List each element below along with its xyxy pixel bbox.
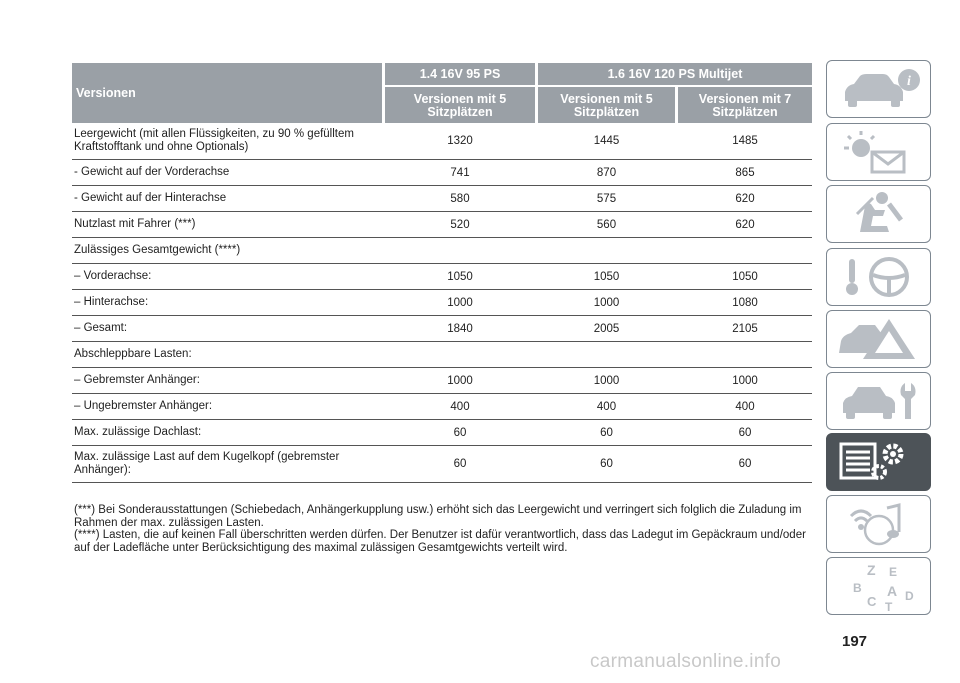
row-value: 60 [738, 458, 752, 470]
row-label: Zulässiges Gesamtgewicht (****) [74, 244, 241, 256]
table-row [72, 123, 812, 160]
warning-lights-icon [827, 124, 930, 180]
row-value: 1485 [732, 135, 758, 147]
watermark: carmanualsonline.info [590, 651, 782, 672]
row-value: 1050 [593, 270, 620, 283]
header-divider [382, 63, 385, 123]
car-info-icon [827, 61, 930, 117]
index-letter: Z [867, 562, 876, 578]
row-value: 870 [596, 166, 617, 179]
tab-safety[interactable] [826, 185, 931, 243]
row-label: – Gebremster Anhänger: [74, 374, 200, 386]
table-row [72, 446, 812, 483]
header-divider [535, 63, 538, 123]
tab-multimedia[interactable] [826, 495, 931, 553]
row-label: – Hinterachse: [74, 296, 149, 308]
row-value: 620 [735, 192, 755, 205]
row-value [538, 238, 675, 263]
row-value: 1080 [732, 296, 758, 309]
tab-car-info[interactable] [826, 60, 931, 118]
row-value: 400 [450, 400, 470, 413]
row-value: 1050 [732, 270, 758, 283]
row-label: Max. zulässige Dachlast: [74, 426, 202, 438]
row-value: 400 [735, 400, 755, 413]
row-value: 741 [450, 166, 470, 179]
technical-data-icon [827, 434, 930, 490]
footnotes [74, 504, 814, 554]
index-letter: C [867, 594, 877, 609]
row-value: 60 [600, 458, 613, 470]
index-letter: T [885, 600, 893, 614]
row-value: 1320 [447, 135, 473, 147]
table-row [72, 212, 812, 238]
header-divider [385, 85, 535, 87]
row-value: 620 [735, 218, 755, 231]
row-value: 520 [450, 218, 470, 231]
footnote-3: (***) Bei Sonderausstattungen (Schiebedach, Anhängerkupplung usw.) erhöht sich das Leergewicht und verringert sich folglich die Zuladung im Rahmen der max. zulässigen Lasten. [74, 504, 802, 529]
table-row [72, 186, 812, 212]
table-row [72, 420, 812, 446]
svg-text:ZEBACDT [853, 562, 914, 614]
table-row [72, 238, 812, 264]
row-value: 865 [735, 166, 755, 179]
row-value [678, 342, 812, 367]
row-label: Abschleppbare Lasten: [74, 348, 192, 360]
header-sub-col-1: Versionen mit 5 Sitzplätzen [413, 92, 507, 119]
table-row [72, 290, 812, 316]
row-value: 1445 [593, 135, 620, 147]
tab-maintenance[interactable] [826, 372, 931, 430]
tab-starting-driving[interactable] [826, 248, 931, 306]
airbag-seat-icon [827, 186, 930, 242]
row-value: 1000 [447, 374, 473, 387]
emergency-icon [827, 311, 930, 367]
page-number: 197 [842, 633, 868, 650]
svg-text:i: i [907, 74, 911, 89]
index-letter: D [905, 589, 914, 603]
row-value: 1000 [447, 296, 473, 309]
index-letter: B [853, 581, 862, 595]
tab-technical-data[interactable] [826, 433, 931, 491]
row-label: Max. zulässige Last auf dem Kugelkopf (gebremster Anhänger): [74, 451, 340, 476]
row-label: – Ungebremster Anhänger: [74, 400, 213, 412]
row-value: 560 [596, 218, 617, 231]
row-value: 400 [596, 400, 617, 413]
index-icon [827, 558, 930, 614]
row-label: – Gesamt: [74, 322, 128, 334]
header-engine-1-6: 1.6 16V 120 PS Multijet [607, 67, 743, 81]
footnote-4: (****) Lasten, die auf keinen Fall überschritten werden dürfen. Der Benutzer ist dafür verantwortlich, dass das Ladegut im Gepäckraum und/oder auf der Ladefläche unter Berücksichtigung des maximal zulässigen Gesamtgewichts verteilt wird. [74, 529, 806, 554]
table-row [72, 394, 812, 420]
header-versions: Versionen [76, 86, 136, 100]
row-label: – Vorderachse: [74, 270, 152, 282]
row-value: 1000 [593, 374, 620, 387]
row-value: 1840 [447, 322, 473, 335]
row-value [538, 342, 675, 367]
row-value: 580 [450, 192, 470, 205]
row-value: 575 [596, 192, 617, 205]
header-sub-col-3: Versionen mit 7 Sitzplätzen [698, 92, 792, 119]
row-label: Nutzlast mit Fahrer (***) [74, 218, 196, 230]
technical-data-table [72, 63, 812, 483]
tab-index[interactable] [826, 557, 931, 615]
table-row [72, 342, 812, 368]
car-service-icon [827, 373, 930, 429]
row-value: 1000 [732, 374, 758, 387]
row-value [678, 238, 812, 263]
row-value: 2105 [732, 322, 758, 335]
header-divider [675, 87, 678, 123]
row-value: 60 [738, 426, 752, 439]
tab-emergency[interactable] [826, 310, 931, 368]
table-row [72, 316, 812, 342]
row-value: 2005 [593, 322, 620, 335]
header-engine-1-4: 1.4 16V 95 PS [419, 67, 501, 81]
table-row [72, 160, 812, 186]
index-letter: A [887, 583, 898, 599]
header-sub-col-2: Versionen mit 5 Sitzplätzen [560, 92, 653, 119]
row-label: - Gewicht auf der Vorderachse [74, 166, 230, 178]
row-value: 1000 [593, 296, 620, 309]
row-label: - Gewicht auf der Hinterachse [74, 192, 227, 204]
multimedia-icon [827, 496, 930, 552]
table-body [72, 123, 812, 483]
row-value [385, 238, 535, 263]
table-header [72, 63, 812, 123]
row-value: 1050 [447, 270, 473, 283]
row-value: 60 [453, 426, 467, 439]
table-row [72, 264, 812, 290]
row-value [385, 342, 535, 367]
row-value: 60 [453, 458, 467, 470]
index-letter: E [889, 565, 898, 579]
steering-key-icon [827, 249, 930, 305]
row-label: Leergewicht (mit allen Flüssigkeiten, zu 90 % gefülltem Kraftstofftank und ohne Optionals) [74, 128, 354, 153]
table-row [72, 368, 812, 394]
tab-warning-lights[interactable] [826, 123, 931, 181]
row-value: 60 [600, 426, 613, 439]
